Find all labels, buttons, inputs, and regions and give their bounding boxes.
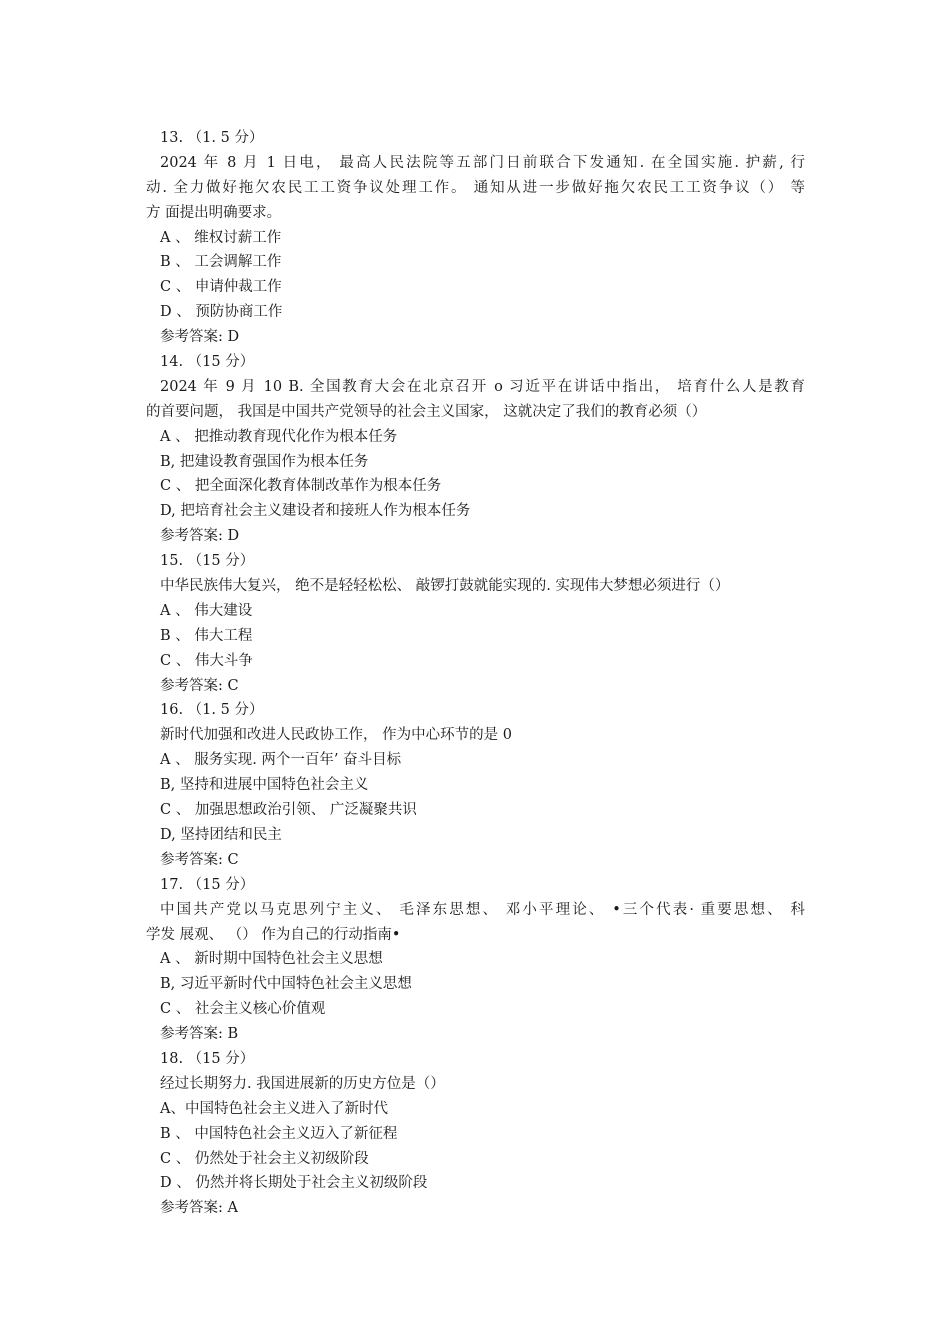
text-line: A 、 伟大建设 bbox=[160, 602, 253, 619]
text-line: 2024 年 9 月 10 B. 全国教育大会在北京召开 o 习近平在讲话中指出， 培育什么人是教育 bbox=[160, 378, 805, 395]
text-line: 参考答案: A bbox=[160, 1200, 238, 1217]
text-line: B, 坚持和进展中国特色社会主义 bbox=[160, 777, 369, 794]
text-line: 2024 年 8 月 1 日电， 最高人民法院等五部门日前联合下发通知. 在全国实施. 护薪, 行 bbox=[160, 154, 805, 171]
text-line: D, 把培育社会主义建设者和接班人作为根本任务 bbox=[160, 503, 471, 520]
text-line: 16. （1. 5 分） bbox=[160, 702, 264, 719]
text-line: 参考答案: C bbox=[160, 677, 239, 694]
text-line: 参考答案: D bbox=[160, 329, 240, 346]
text-line: A 、 服务实现. 两个一百年’ 奋斗目标 bbox=[160, 752, 402, 769]
text-line: 中华民族伟大复兴， 绝不是轻轻松松、 敲锣打鼓就能实现的. 实现伟大梦想必须进行（） bbox=[160, 578, 730, 595]
text-line: 中国共产党以马克思列宁主义、 毛泽东思想、 邓小平理论、 •三个代表· 重要思想、 科 bbox=[160, 901, 805, 918]
text-line: 新时代加强和改进人民政协工作， 作为中心环节的是 0 bbox=[160, 727, 512, 744]
text-line: 学发 展观、 （） 作为自己的行动指南• bbox=[146, 926, 401, 943]
text-line: A 、 新时期中国特色社会主义思想 bbox=[160, 951, 383, 968]
text-line: 的首要问题， 我国是中国共产党领导的社会主义国家， 这就决定了我们的教育必须（） bbox=[146, 403, 707, 420]
text-line: A、中国特色社会主义进入了新时代 bbox=[160, 1100, 388, 1117]
text-line: 18. （15 分） bbox=[160, 1050, 255, 1067]
text-line: 14. （15 分） bbox=[160, 354, 255, 371]
text-line: C 、 申请仲裁工作 bbox=[160, 279, 282, 296]
text-line: B 、 伟大工程 bbox=[160, 627, 253, 644]
text-line: C 、 仍然处于社会主义初级阶段 bbox=[160, 1150, 369, 1167]
text-line: D 、 仍然并将长期处于社会主义初级阶段 bbox=[160, 1175, 428, 1192]
text-line: 方 面提出明确要求。 bbox=[146, 204, 282, 221]
text-line: C 、 把全面深化教育体制改革作为根本任务 bbox=[160, 478, 442, 495]
text-line: C 、 伟大斗争 bbox=[160, 652, 253, 669]
text-line: 参考答案: B bbox=[160, 1026, 239, 1043]
text-line: D 、 预防协商工作 bbox=[160, 304, 283, 321]
text-line: A 、 维权讨薪工作 bbox=[160, 229, 282, 246]
text-line: C 、 社会主义核心价值观 bbox=[160, 1001, 326, 1018]
text-line: B, 习近平新时代中国特色社会主义思想 bbox=[160, 976, 412, 993]
text-line: B, 把建设教育强国作为根本任务 bbox=[160, 453, 369, 470]
text-line: B 、 中国特色社会主义迈入了新征程 bbox=[160, 1125, 398, 1142]
text-line: A 、 把推动教育现代化作为根本任务 bbox=[160, 428, 398, 445]
text-line: 参考答案: D bbox=[160, 528, 240, 545]
text-line: 15. （15 分） bbox=[160, 553, 255, 570]
text-line: C 、 加强思想政治引领、 广泛凝聚共识 bbox=[160, 802, 417, 819]
text-line: 参考答案: C bbox=[160, 851, 239, 868]
text-line: 经过长期努力. 我国进展新的历史方位是（） bbox=[160, 1075, 445, 1092]
text-line: B 、 工会调解工作 bbox=[160, 254, 282, 271]
text-line: 17. （15 分） bbox=[160, 876, 255, 893]
text-line: 13. （1. 5 分） bbox=[160, 130, 264, 146]
text-line: D, 坚持团结和民主 bbox=[160, 826, 282, 843]
document-body bbox=[0, 126, 950, 1221]
text-line: 动. 全力做好拖欠农民工工资争议处理工作。 通知从进一步做好拖欠农民工工资争议（） 等 bbox=[146, 179, 805, 196]
